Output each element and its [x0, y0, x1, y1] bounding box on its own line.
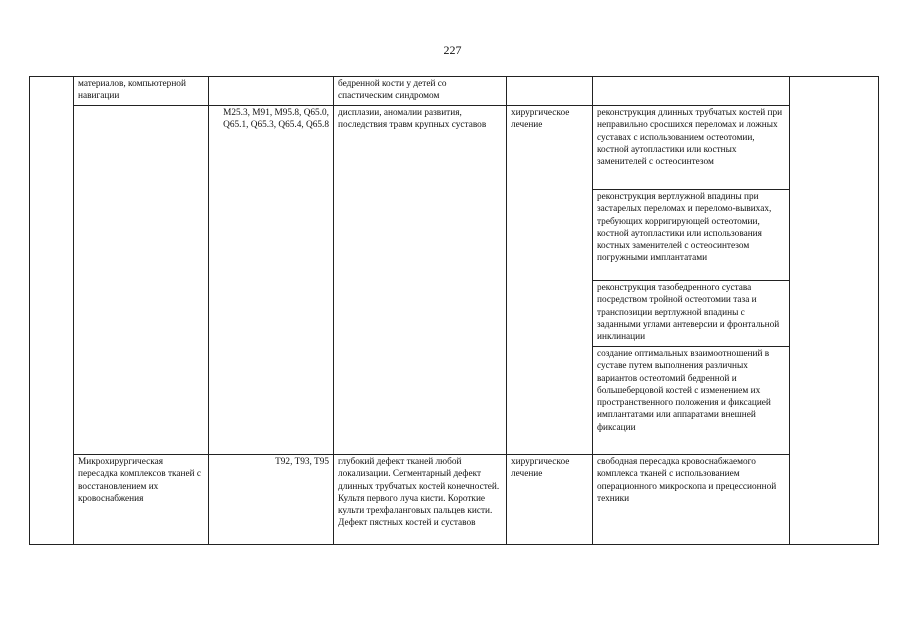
method-group-cell: [74, 106, 209, 455]
method-cell: свободная пересадка кровоснабжаемого комплекса тканей с использованием операционного микроскопа и прецессионной техники: [593, 455, 790, 545]
condition-cell: глубокий дефект тканей любой локализации. Сегментарный дефект длинных трубчатых костей конечностей. Культя первого луча кисти. Короткие культи трехфаланговых пальцев кисти. Дефект пястных костей и суставов: [334, 455, 507, 545]
condition-cell: бедренной кости у детей со спастическим синдромом: [334, 77, 507, 106]
table-row: [30, 106, 879, 190]
treatment-cell: хирургическое лечение: [507, 106, 593, 455]
method-cell: создание оптимальных взаимоотношений в суставе путем выполнения различных вариантов остеотомий бедренной и большеберцовой костей с изменением их пространственного положения и фиксацией имплантатами или аппаратами внешней фиксации: [593, 347, 790, 455]
treatment-cell: [507, 77, 593, 106]
codes-cell: T92, T93, T95: [209, 455, 334, 545]
condition-cell: дисплазии, аномалии развития, последствия травм крупных суставов: [334, 106, 507, 455]
method-cell: реконструкция вертлужной впадины при застарелых переломах и переломо-вывихах, требующих корригирующей остеотомии, костной аутопластики или использования костных заменителей с остеосинтезом погружными имплантатами: [593, 190, 790, 281]
treatment-cell: хирургическое лечение: [507, 455, 593, 545]
table-row: [30, 455, 879, 545]
table-row: [30, 77, 879, 106]
method-group-cell: Микрохирургическая пересадка комплексов тканей с восстановлением их кровоснабжения: [74, 455, 209, 545]
method-cell: реконструкция длинных трубчатых костей при неправильно сросшихся переломах и ложных суставах с использованием остеотомии, костной аутопластики или костных заменителей с остеосинтезом: [593, 106, 790, 190]
page-number: 227: [443, 43, 462, 57]
method-group-cell: материалов, компьютерной навигации: [74, 77, 209, 106]
method-cell: [593, 77, 790, 106]
method-cell: реконструкция тазобедренного сустава посредством тройной остеотомии таза и транспозиции вертлужной впадины с заданными углами антеверсии и фронтальной инклинации: [593, 281, 790, 347]
medical-care-table: [29, 76, 879, 545]
codes-cell: M25.3, M91, M95.8, Q65.0, Q65.1, Q65.3, Q65.4, Q65.8: [209, 106, 334, 455]
codes-cell: [209, 77, 334, 106]
empty-cell: [790, 77, 879, 545]
empty-cell: [30, 77, 74, 545]
